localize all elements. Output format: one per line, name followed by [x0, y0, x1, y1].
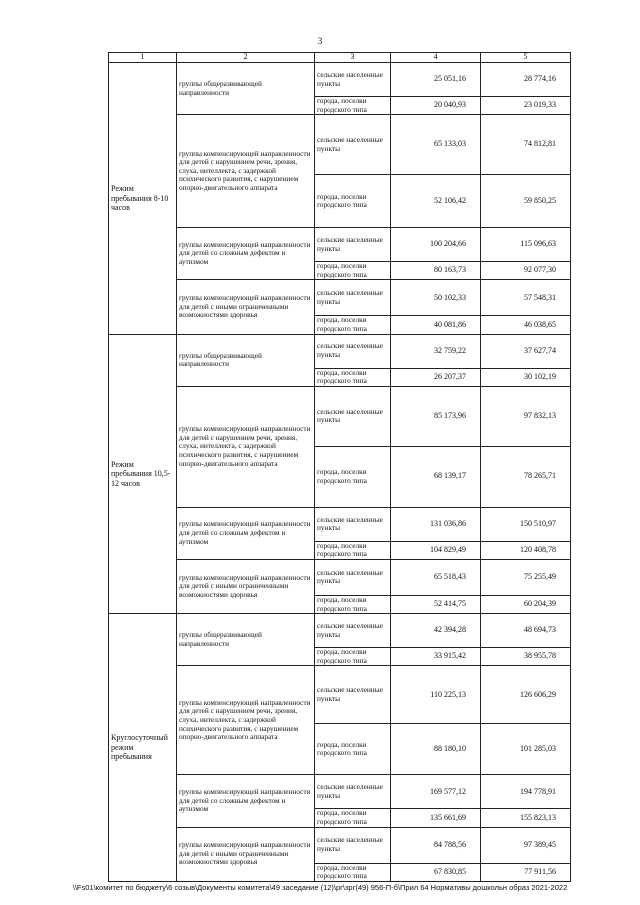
settlement-type-cell: сельские населенные пункты [315, 334, 391, 368]
table-row [109, 386, 571, 446]
group-name-cell: группы компенсирующей направленности для детей с нарушением речи, зрения, слуха, интеллекта, с задержкой психического развития, с нарушением опорно-двигательного аппарата [177, 386, 315, 507]
value-cell-col5: 97 832,13 [481, 386, 571, 446]
group-name-cell: группы компенсирующей направленности для детей с нарушением речи, зрения, слуха, интеллекта, с задержкой психического развития, с нарушением опорно-двигательного аппарата [177, 666, 315, 775]
settlement-type-cell: сельские населенные пункты [315, 228, 391, 262]
settlement-type-cell: сельские населенные пункты [315, 115, 391, 175]
settlement-type-cell: сельские населенные пункты [315, 775, 391, 809]
header-row [109, 53, 571, 63]
settlement-type-cell: города, поселки городского типа [315, 97, 391, 115]
value-cell-col5: 77 911,56 [481, 863, 571, 881]
table-row [109, 614, 571, 648]
value-cell-col4: 20 040,93 [391, 97, 481, 115]
table-row [109, 334, 571, 368]
settlement-type-cell: сельские населенные пункты [315, 280, 391, 316]
value-cell-col4: 68 139,17 [391, 446, 481, 507]
group-name-cell: группы общеразвивающей направленности [177, 63, 315, 115]
value-cell-col4: 131 036,86 [391, 507, 481, 541]
settlement-type-cell: города, поселки городского типа [315, 446, 391, 507]
settlement-type-cell: сельские населенные пункты [315, 386, 391, 446]
group-name-cell: группы компенсирующей направленности для детей с иными ограниченными возможностями здоровья [177, 280, 315, 334]
table-row [109, 115, 571, 175]
value-cell-col4: 88 180,10 [391, 724, 481, 775]
value-cell-col4: 80 163,73 [391, 262, 481, 280]
table-row [109, 507, 571, 541]
group-name-cell: группы компенсирующей направленности для детей с иными ограниченными возможностями здоровья [177, 827, 315, 881]
value-cell-col5: 38 955,78 [481, 648, 571, 666]
settlement-type-cell: города, поселки городского типа [315, 863, 391, 881]
value-cell-col5: 60 204,39 [481, 595, 571, 613]
settlement-type-cell: города, поселки городского типа [315, 368, 391, 386]
value-cell-col4: 67 830,85 [391, 863, 481, 881]
value-cell-col5: 126 606,29 [481, 666, 571, 724]
group-name-cell: группы компенсирующей направленности для детей со сложным дефектом и аутизмом [177, 507, 315, 559]
table-row [109, 559, 571, 595]
value-cell-col4: 65 133,03 [391, 115, 481, 175]
page-number: 3 [317, 36, 323, 46]
value-cell-col4: 42 394,28 [391, 614, 481, 648]
value-cell-col4: 84 788,56 [391, 827, 481, 863]
header-cell-3: 3 [315, 53, 391, 63]
value-cell-col5: 48 694,73 [481, 614, 571, 648]
group-name-cell: группы компенсирующей направленности для детей со сложным дефектом и аутизмом [177, 228, 315, 280]
file-path-footer: \\Fs01\комитет по бюджету\6 созыв\Документы комитета\49 заседание (12)\рг\зрг(49) 956-П-б\Прил 64 Нормативы дошкольн образ 2021-2022 [72, 883, 568, 892]
settlement-type-cell: города, поселки городского типа [315, 595, 391, 613]
mode-cell: Режим пребывания 8-10 часов [109, 63, 177, 335]
table-row [109, 63, 571, 97]
header-cell-2: 2 [177, 53, 315, 63]
mode-cell: Круглосуточный режим пребывания [109, 614, 177, 882]
value-cell-col5: 75 255,49 [481, 559, 571, 595]
value-cell-col5: 57 548,31 [481, 280, 571, 316]
value-cell-col4: 52 414,75 [391, 595, 481, 613]
table-row [109, 228, 571, 262]
mode-cell: Режим пребывания 10,5-12 часов [109, 334, 177, 614]
value-cell-col5: 78 265,71 [481, 446, 571, 507]
value-cell-col4: 50 102,33 [391, 280, 481, 316]
value-cell-col4: 26 207,37 [391, 368, 481, 386]
value-cell-col5: 115 096,63 [481, 228, 571, 262]
group-name-cell: группы компенсирующей направленности для детей с нарушением речи, зрения, слуха, интеллекта, с задержкой психического развития, с нарушением опорно-двигательного аппарата [177, 115, 315, 228]
value-cell-col4: 169 577,12 [391, 775, 481, 809]
value-cell-col5: 28 774,16 [481, 63, 571, 97]
value-cell-col4: 65 518,43 [391, 559, 481, 595]
settlement-type-cell: сельские населенные пункты [315, 559, 391, 595]
settlement-type-cell: сельские населенные пункты [315, 666, 391, 724]
value-cell-col5: 101 285,03 [481, 724, 571, 775]
value-cell-col4: 100 204,66 [391, 228, 481, 262]
value-cell-col4: 25 051,16 [391, 63, 481, 97]
settlement-type-cell: города, поселки городского типа [315, 648, 391, 666]
settlement-type-cell: сельские населенные пункты [315, 614, 391, 648]
value-cell-col5: 30 102,19 [481, 368, 571, 386]
settlement-type-cell: города, поселки городского типа [315, 541, 391, 559]
settlement-type-cell: города, поселки городского типа [315, 175, 391, 228]
header-cell-4: 4 [391, 53, 481, 63]
settlement-type-cell: города, поселки городского типа [315, 316, 391, 334]
value-cell-col5: 155 823,13 [481, 809, 571, 827]
value-cell-col5: 150 510,97 [481, 507, 571, 541]
value-cell-col4: 32 759,22 [391, 334, 481, 368]
group-name-cell: группы компенсирующей направленности для детей с иными ограниченными возможностями здоровья [177, 559, 315, 613]
value-cell-col5: 194 778,91 [481, 775, 571, 809]
table-row [109, 666, 571, 724]
group-name-cell: группы компенсирующей направленности для детей со сложным дефектом и аутизмом [177, 775, 315, 827]
value-cell-col4: 104 829,49 [391, 541, 481, 559]
value-cell-col5: 46 038,65 [481, 316, 571, 334]
value-cell-col4: 52 106,42 [391, 175, 481, 228]
header-cell-1: 1 [109, 53, 177, 63]
value-cell-col5: 37 627,74 [481, 334, 571, 368]
group-name-cell: группы общеразвивающей направленности [177, 334, 315, 386]
settlement-type-cell: сельские населенные пункты [315, 63, 391, 97]
value-cell-col4: 40 081,86 [391, 316, 481, 334]
value-cell-col4: 33 915,42 [391, 648, 481, 666]
settlement-type-cell: сельские населенные пункты [315, 507, 391, 541]
value-cell-col5: 97 389,45 [481, 827, 571, 863]
settlement-type-cell: города, поселки городского типа [315, 262, 391, 280]
settlement-type-cell: города, поселки городского типа [315, 724, 391, 775]
table-row [109, 775, 571, 809]
value-cell-col5: 23 019,33 [481, 97, 571, 115]
settlement-type-cell: города, поселки городского типа [315, 809, 391, 827]
value-cell-col4: 135 661,69 [391, 809, 481, 827]
value-cell-col4: 110 225,13 [391, 666, 481, 724]
header-cell-5: 5 [481, 53, 571, 63]
table-row [109, 827, 571, 863]
value-cell-col4: 85 173,96 [391, 386, 481, 446]
table-row [109, 280, 571, 316]
value-cell-col5: 59 850,25 [481, 175, 571, 228]
value-cell-col5: 92 077,30 [481, 262, 571, 280]
value-cell-col5: 74 812,81 [481, 115, 571, 175]
norms-table [108, 52, 571, 882]
value-cell-col5: 120 408,78 [481, 541, 571, 559]
settlement-type-cell: сельские населенные пункты [315, 827, 391, 863]
group-name-cell: группы общеразвивающей направленности [177, 614, 315, 666]
